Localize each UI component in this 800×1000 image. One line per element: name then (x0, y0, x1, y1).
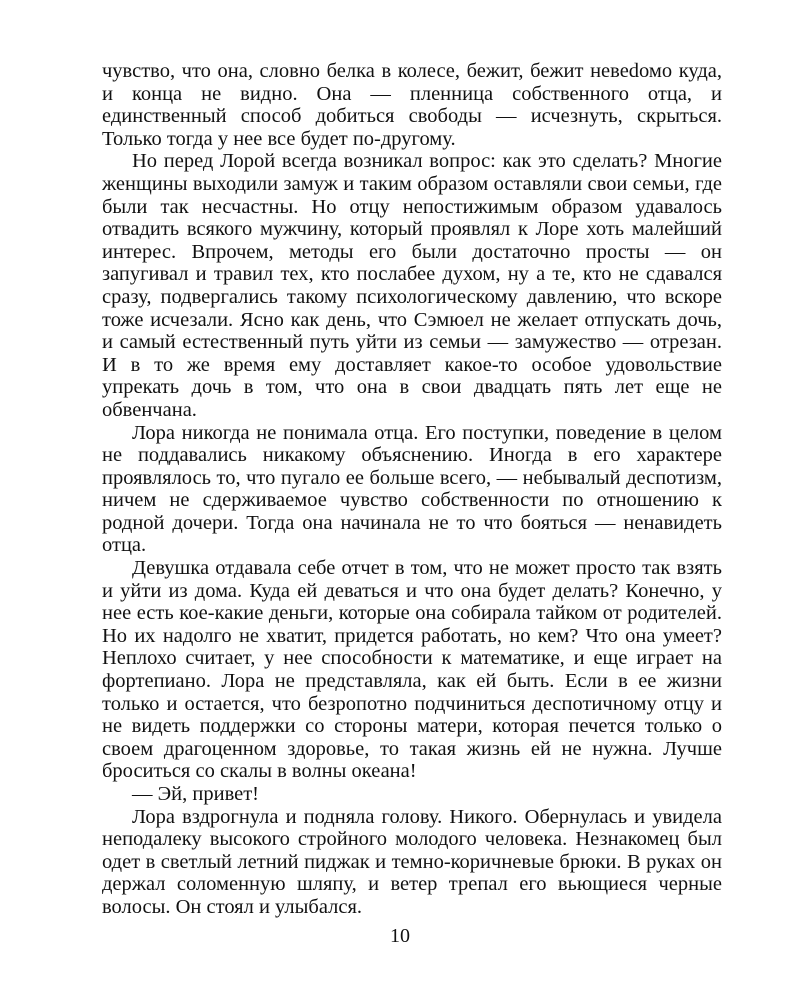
paragraph-6: Лора вздрогнула и подняла голову. Никого. Обернулась и увидела неподалеку высокого стройного молодого человека. Незнакомец был одет в светлый летний пиджак и темно-коричневые брюки. В руках он держал соломенную шляпу, и ветер трепал его вьющиеся черные волосы. Он стоял и улыбался. (102, 805, 722, 918)
page-number: 10 (390, 925, 410, 947)
paragraph-4: Девушка отдавала себе отчет в том, что не может просто так взять и уйти из дома. Куда ей деваться и что она будет делать? Конечно, у нее есть кое-какие деньги, которые она собирала тайком от родителей. Но их надолго не хватит, придется работать, но кем? Что она умеет? Неплохо считает, у нее способности к математике, и еще играет на фортепиано. Лора не представляла, как ей быть. Если в ее жизни только и остается, что безропотно подчиниться деспотичному отцу и не видеть поддержки со стороны матери, которая печется только о своем драгоценном здоровье, то такая жизнь ей не нужна. Лучше броситься со скалы в волны океана! (102, 557, 722, 783)
dialogue-line: — Эй, привет! (132, 783, 260, 805)
paragraph-1: чувство, что она, словно белка в колесе, бежит, бежит невеdомо куда, и конца не видно. Она — пленница собственного отца, и единственный способ добиться свободы — исчезнуть, скрыться. Только тогда у нее все будет по-другому. (102, 60, 722, 150)
paragraph-3: Лора никогда не понимала отца. Его поступки, поведение в целом не поддавались никакому объяснению. Иногда в его характере проявлялось то, что пугало ее больше всего, — небывалый деспотизм, ничем не сдерживаемое чувство собственности по отношению к родной дочери. Тогда она начинала не то что бояться — ненавидеть отца. (102, 421, 722, 557)
book-page-text (102, 60, 722, 919)
paragraph-2: Но перед Лорой всегда возникал вопрос: как это сделать? Многие женщины выходили замуж и таким образом оставляли свои семьи, где были так несчастны. Но отцу непостижимым образом удавалось отвадить всякого мужчину, который проявлял к Лоре хоть малейший интерес. Впрочем, методы его были достаточно просты — он запугивал и травил тех, кто послабее духом, ну а те, кто не сдавался сразу, подвергались такому психологическому давлению, что вскоре тоже исчезали. Ясно как день, что Сэмюел не желает отпускать дочь, и самый естественный путь уйти из семьи — замужество — отрезан. И в то же время ему доставляет какое-то особое удовольствие упрекать дочь в том, что она в свои двадцать пять лет еще не обвенчана. (102, 150, 722, 421)
